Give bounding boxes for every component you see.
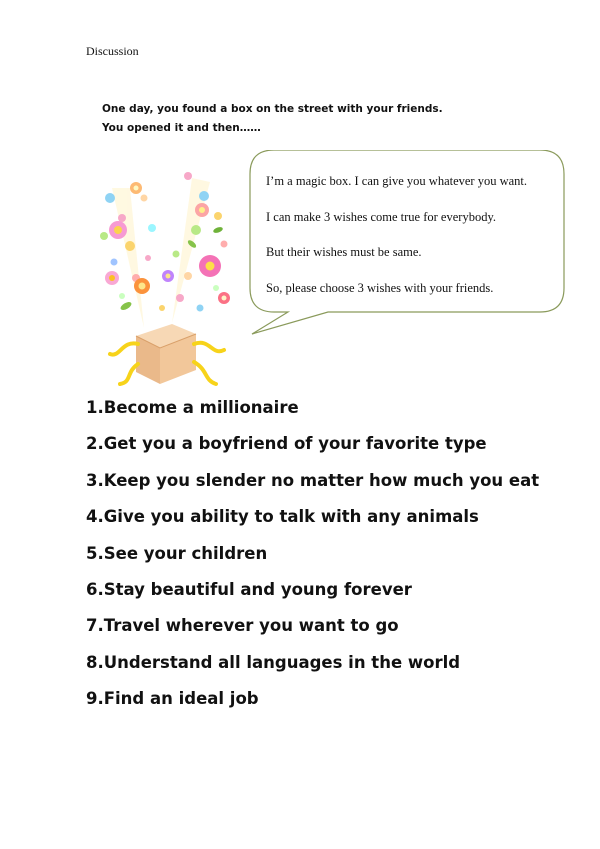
wish-item-7: 7.Travel wherever you want to go	[86, 616, 399, 636]
intro-line-2: You opened it and then……	[102, 122, 261, 134]
wish-list	[86, 396, 539, 724]
wish-item-3: 3.Keep you slender no matter how much you eat	[86, 470, 540, 490]
bubble-line-2: I can make 3 wishes come true for everybody.	[266, 209, 497, 224]
bubble-line-1: I’m a magic box. I can give you whatever you want.	[266, 174, 528, 188]
wish-item-5: 5.See your children	[86, 543, 268, 563]
intro-line-1: One day, you found a box on the street with your friends.	[102, 103, 443, 115]
wish-item-8: 8.Understand all languages in the world	[86, 652, 461, 672]
bubble-line-3: But their wishes must be same.	[266, 245, 422, 259]
wish-item-9: 9.Find an ideal job	[86, 689, 259, 709]
header-label: Discussion	[86, 44, 139, 58]
wish-item-2: 2.Get you a boyfriend of your favorite type	[86, 434, 487, 454]
bubble-line-4: So, please choose 3 wishes with your friends.	[266, 280, 494, 295]
wish-item-4: 4.Give you ability to talk with any animals	[86, 507, 479, 527]
intro-text	[102, 100, 443, 138]
wish-item-6: 6.Stay beautiful and young forever	[86, 579, 412, 599]
wish-item-1: 1.Become a millionaire	[86, 398, 299, 417]
speech-bubble-text	[266, 172, 556, 314]
box-shape	[136, 324, 196, 384]
magic-gift-box-icon	[92, 158, 242, 390]
